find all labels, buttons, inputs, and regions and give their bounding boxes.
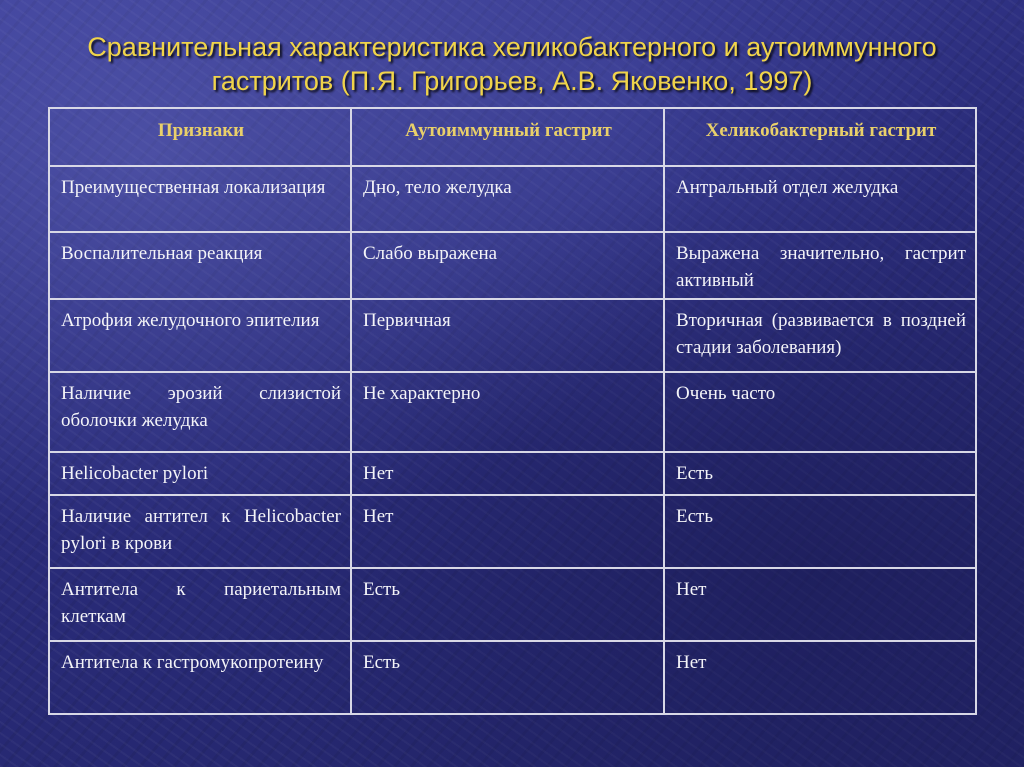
helicobacter-cell: Нет <box>664 641 976 714</box>
helicobacter-cell: Нет <box>664 568 976 641</box>
helicobacter-cell: Выражена значительно, гастрит активный <box>664 232 976 299</box>
feature-cell: Наличие антител к Helicobacter pylori в крови <box>49 495 351 568</box>
helicobacter-cell: Антральный отдел желудка <box>664 166 976 232</box>
autoimmune-cell: Дно, тело желудка <box>351 166 664 232</box>
helicobacter-cell: Есть <box>664 452 976 495</box>
table-header-row <box>49 108 976 166</box>
helicobacter-cell: Очень часто <box>664 372 976 452</box>
helicobacter-cell: Вторичная (развивается в поздней стадии заболевания) <box>664 299 976 372</box>
autoimmune-cell: Есть <box>351 641 664 714</box>
table-row <box>49 452 976 495</box>
feature-cell: Helicobacter pylori <box>49 452 351 495</box>
table-row <box>49 372 976 452</box>
autoimmune-cell: Слабо выражена <box>351 232 664 299</box>
table-row <box>49 299 976 372</box>
autoimmune-cell: Нет <box>351 495 664 568</box>
table-row <box>49 166 976 232</box>
feature-cell: Антитела к париетальным клеткам <box>49 568 351 641</box>
feature-cell: Воспалительная реакция <box>49 232 351 299</box>
comparison-table <box>48 107 977 715</box>
autoimmune-cell: Есть <box>351 568 664 641</box>
helicobacter-cell: Есть <box>664 495 976 568</box>
table-row <box>49 568 976 641</box>
autoimmune-cell: Не характерно <box>351 372 664 452</box>
table-row <box>49 495 976 568</box>
autoimmune-cell: Первичная <box>351 299 664 372</box>
feature-cell: Наличие эрозий слизистой оболочки желудка <box>49 372 351 452</box>
table-row <box>49 641 976 714</box>
feature-cell: Атрофия желудочного эпителия <box>49 299 351 372</box>
header-cell-autoimmune: Аутоиммунный гастрит <box>351 108 664 166</box>
slide-title-line-2: гастритов (П.Я. Григорьев, А.В. Яковенко, 1997) <box>211 66 813 96</box>
feature-cell: Преимущественная локализация <box>49 166 351 232</box>
header-cell-features: Признаки <box>49 108 351 166</box>
slide-title-line-1: Сравнительная характеристика хеликобактерного и аутоиммунного <box>87 32 937 62</box>
table-row <box>49 232 976 299</box>
feature-cell: Антитела к гастромукопротеину <box>49 641 351 714</box>
slide-title <box>0 30 1024 98</box>
header-cell-helicobacter: Хеликобактерный гастрит <box>664 108 976 166</box>
autoimmune-cell: Нет <box>351 452 664 495</box>
